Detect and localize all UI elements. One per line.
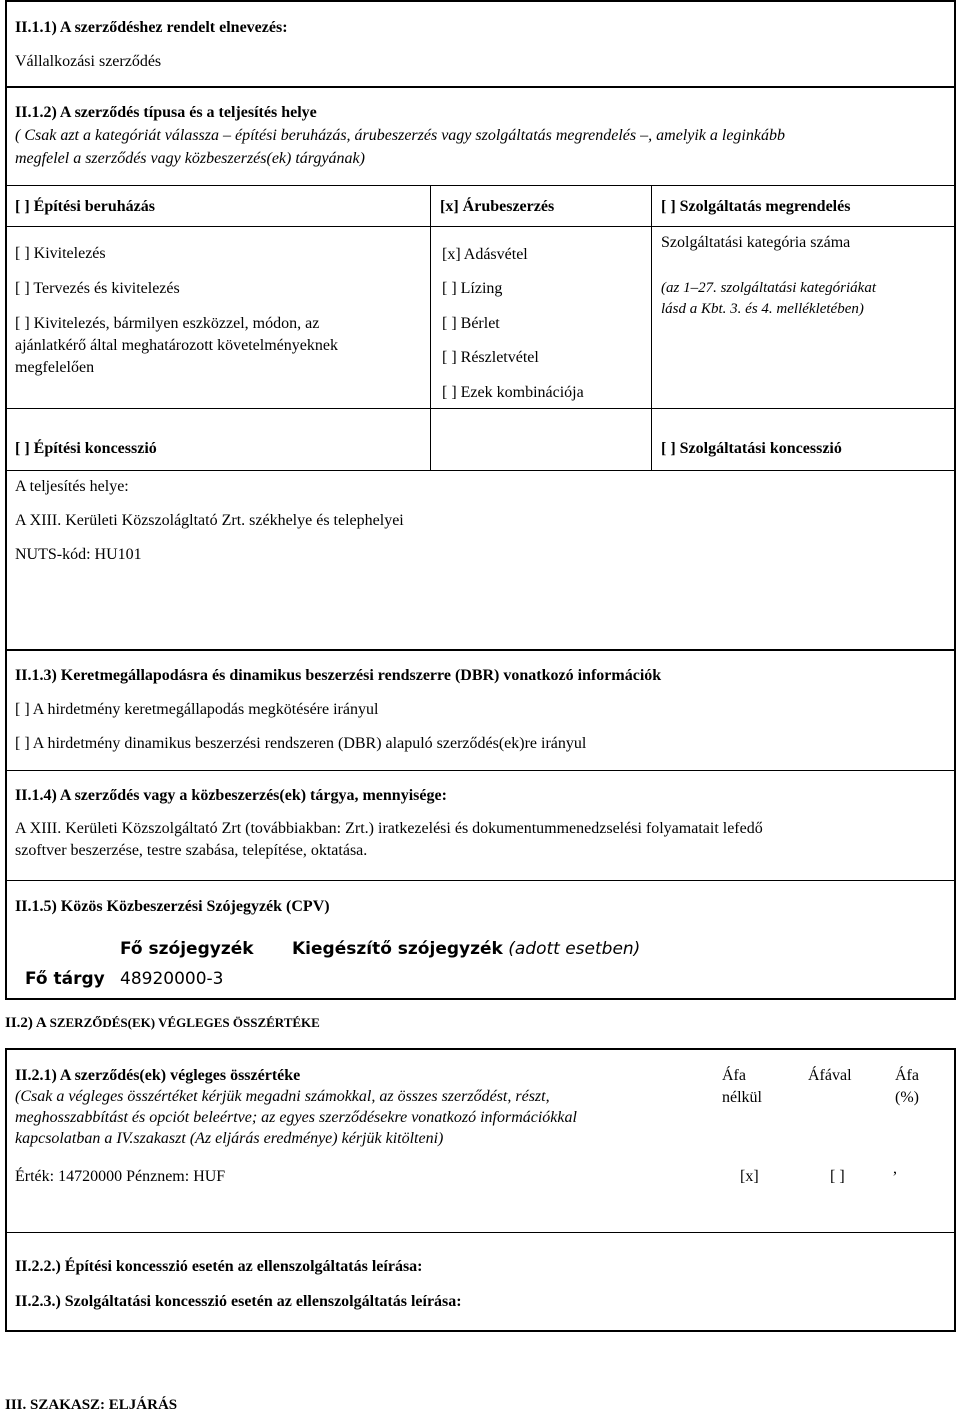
- teljesites-helye-label: A teljesítés helye:: [15, 478, 129, 495]
- section-ii-1-5-divider: [5, 880, 956, 881]
- section-ii-1-5-title: II.1.5) Közös Közbeszerzési Szójegyzék (CPV): [15, 898, 330, 915]
- contract-name-value: Vállalkozási szerződés: [15, 53, 162, 70]
- type-table-concession-line: [5, 470, 956, 471]
- afa-pct-header-line2: (%): [895, 1089, 919, 1106]
- section-ii-2-2-divider: [5, 1232, 956, 1233]
- type-table-col-divider-1: [430, 185, 431, 470]
- section-ii-1-3-title: II.1.3) Keretmegállapodásra és dinamikus beszerzési rendszerre (DBR) vonatkozó információk: [15, 667, 662, 684]
- option-adasvetel: [x] Adásvétel: [442, 246, 528, 263]
- section-ii-2-heading: II.2) A SZERZŐDÉS(EK) VÉGLEGES ÖSSZÉRTÉKE: [5, 1015, 320, 1031]
- option-barmilyen-line3: megfelelően: [15, 359, 95, 376]
- section-ii-2-3-title: II.2.3.) Szolgáltatási koncesszió esetén az ellenszolgáltatás leírása:: [15, 1293, 462, 1310]
- szolg-kategoria-label: Szolgáltatási kategória száma: [661, 234, 851, 251]
- header-epitesi-beruhazas: [ ] Építési beruházás: [15, 198, 155, 215]
- option-tervezes-kivitelezes: [ ] Tervezés és kivitelezés: [15, 280, 180, 297]
- cpv-fo-targy-code: 48920000-3: [120, 969, 224, 989]
- subject-line2: szoftver beszerzése, testre szabása, telepítése, oktatása.: [15, 842, 368, 859]
- option-barmilyen-line1: [ ] Kivitelezés, bármilyen eszközzel, módon, az: [15, 315, 320, 332]
- cpv-fo-targy-label: Fő tárgy: [25, 969, 105, 989]
- nuts-code: NUTS-kód: HU101: [15, 546, 142, 563]
- section-ii-1-4-title: II.1.4) A szerződés vagy a közbeszerzés(ek) tárgya, mennyisége:: [15, 787, 447, 804]
- section-ii-2-1-note-line2: meghosszabbítást és opciót beleértve; az egyes szerződésekre vonatkozó információkkal: [15, 1109, 577, 1126]
- cpv-kiegeszito-note: (adott esetben): [508, 939, 641, 959]
- option-reszletvetel: [ ] Részletvétel: [442, 349, 539, 366]
- afa-nelkul-header-line1: Áfa: [722, 1067, 746, 1084]
- keretmegallapodas-option: [ ] A hirdetmény keretmegállapodás megkötésére irányul: [15, 701, 379, 718]
- teljesites-helye-value: A XIII. Kerületi Közszolágltató Zrt. székhelye és telephelyei: [15, 512, 404, 529]
- afaval-header: Áfával: [808, 1067, 852, 1084]
- section-iii-heading: III. SZAKASZ: ELJÁRÁS: [5, 1397, 178, 1413]
- option-epitesi-koncesszio: [ ] Építési koncesszió: [15, 440, 157, 457]
- type-table-top-line: [5, 185, 956, 186]
- szolg-kategoria-note-line2: lásd a Kbt. 3. és 4. mellékletében): [661, 301, 864, 317]
- option-barmilyen-line2: ajánlatkérő által meghatározott követelményeknek: [15, 337, 338, 354]
- afa-pct-header-line1: Áfa: [895, 1067, 919, 1084]
- szolg-kategoria-note-line1: (az 1–27. szolgáltatási kategóriákat: [661, 280, 876, 296]
- header-szolgaltatas: [ ] Szolgáltatás megrendelés: [661, 198, 851, 215]
- section-ii-1-4-divider: [5, 770, 956, 771]
- type-table-header-line: [5, 226, 956, 227]
- type-table-col-divider-2: [651, 185, 652, 470]
- section-ii-2-1-note-line1: (Csak a végleges összértéket kérjük megadni számokkal, az összes szerződést, részt,: [15, 1088, 550, 1105]
- cpv-kiegeszito-header: [292, 940, 640, 960]
- type-table-mid-line: [5, 408, 956, 409]
- cpv-kiegeszito-label: Kiegészítő szójegyzék: [292, 939, 503, 959]
- subject-line1: A XIII. Kerületi Közszolgáltató Zrt (továbbiakban: Zrt.) iratkezelési és dokumentummenedzselési folyamatait lefedő: [15, 820, 763, 837]
- cpv-fo-szojegyzek-header: Fő szójegyzék: [120, 939, 254, 959]
- ertek-value: Érték: 14720000 Pénznem: HUF: [15, 1168, 226, 1185]
- option-berlet: [ ] Bérlet: [442, 315, 500, 332]
- afa-nelkul-header-line2: nélkül: [722, 1089, 762, 1106]
- afa-pct-value: ,: [893, 1160, 897, 1177]
- afa-nelkul-mark: [x]: [740, 1168, 759, 1185]
- option-szolgaltatasi-koncesszio: [ ] Szolgáltatási koncesszió: [661, 440, 842, 457]
- option-lizing: [ ] Lízing: [442, 280, 503, 297]
- section-ii-1-2-title: II.1.2) A szerződés típusa és a teljesítés helye: [15, 104, 317, 121]
- section-ii-1-1-box: [5, 0, 956, 88]
- afaval-mark: [ ]: [830, 1168, 845, 1185]
- section-ii-1-2-box: [5, 86, 956, 651]
- section-ii-2-2-title: II.2.2.) Építési koncesszió esetén az ellenszolgáltatás leírása:: [15, 1258, 423, 1275]
- section-ii-1-1-title: II.1.1) A szerződéshez rendelt elnevezés:: [15, 19, 288, 36]
- section-ii-1-2-note-line1: ( Csak azt a kategóriát válassza – építési beruházás, árubeszerzés vagy szolgáltatás megrendelés –, amelyik a leginkább: [15, 127, 785, 144]
- header-arubeszerzes: [x] Árubeszerzés: [440, 198, 555, 215]
- section-ii-1-2-note-line2: megfelel a szerződés vagy közbeszerzés(ek) tárgyának): [15, 150, 365, 167]
- option-kivitelezes: [ ] Kivitelezés: [15, 245, 106, 262]
- section-ii-2-1-title: II.2.1) A szerződés(ek) végleges összértéke: [15, 1067, 301, 1084]
- option-kombinacio: [ ] Ezek kombinációja: [442, 384, 584, 401]
- dbr-option: [ ] A hirdetmény dinamikus beszerzési rendszeren (DBR) alapuló szerződés(ek)re irányul: [15, 735, 587, 752]
- section-ii-2-1-note-line3: kapcsolatban a IV.szakaszt (Az eljárás eredménye) kérjük kitölteni): [15, 1130, 444, 1147]
